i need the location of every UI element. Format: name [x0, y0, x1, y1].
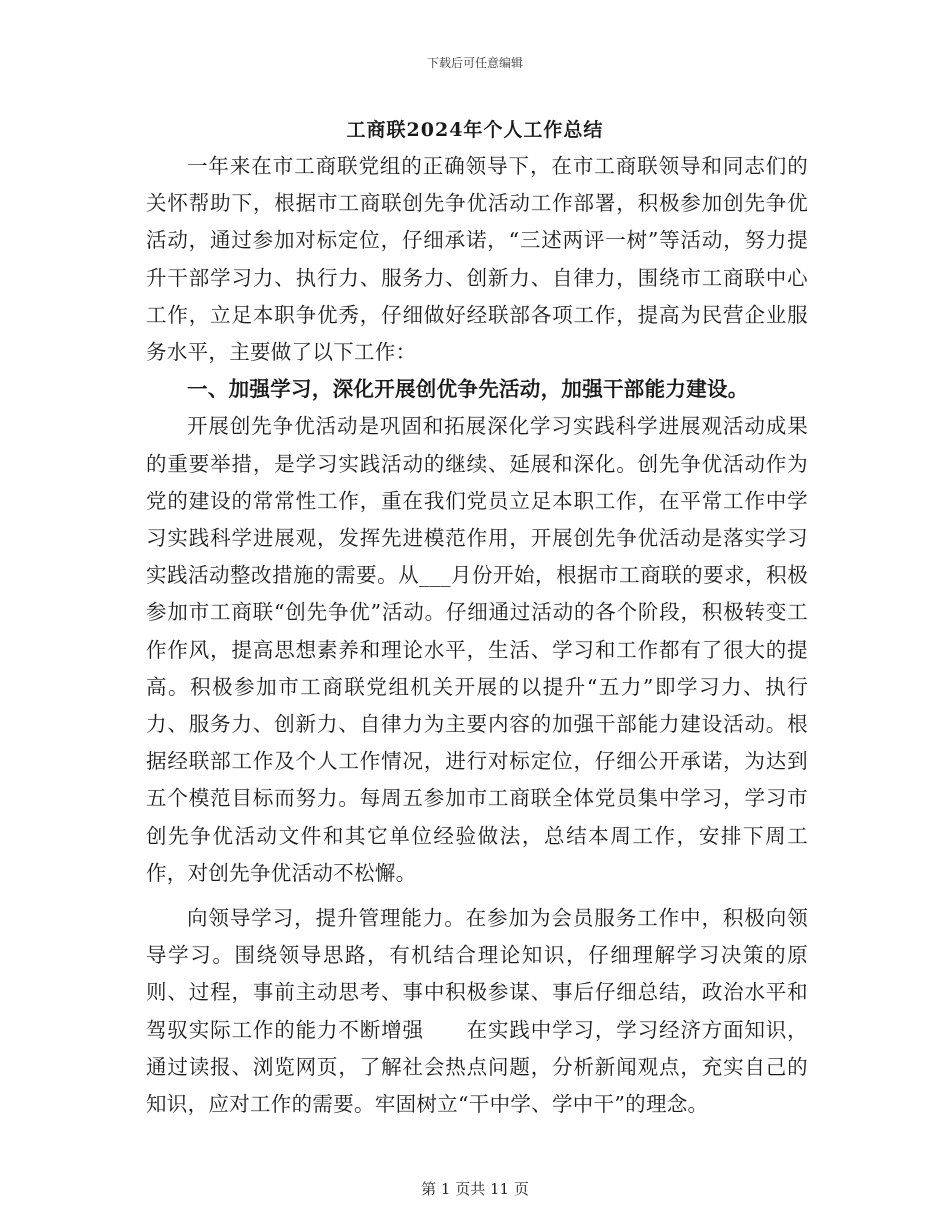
document-body — [146, 148, 808, 1123]
page-header-note: 下载后可任意编辑 — [426, 56, 523, 70]
document-title: 工商联2024年个人工作总结 — [346, 119, 604, 141]
body-paragraph: 向领导学习，提升管理能力。在参加为会员服务工作中，积极向领导学习。围绕领导思路，有机结合理论知识，仔细理解学习决策的原则、过程，事前主动思考、事中积极参谋、事后仔细总结，政治水平和驾驭实际工作的能力不断增强 在实践中学习，学习经济方面知识，通过读报、浏览网页，了解社会热点问题，分析新闻观点，充实自己的知识，应对工作的需要。牢固树立“干中学、学中干”的理念。 — [146, 906, 808, 1117]
intro-paragraph: 一年来在市工商联党组的正确领导下，在市工商联领导和同志们的关怀帮助下，根据市工商联创先争优活动工作部署，积极参加创先争优活动，通过参加对标定位，仔细承诺，“三述两评一树”等活动，努力提升干部学习力、执行力、服务力、创新力、自律力，围绕市工商联中心工作，立足本职争优秀，仔细做好经联部各项工作，提高为民营企业服务水平，主要做了以下工作： — [146, 154, 808, 365]
body-paragraph: 开展创先争优活动是巩固和拓展深化学习实践科学进展观活动成果的重要举措，是学习实践活动的继续、延展和深化。创先争优活动作为党的建设的常常性工作，重在我们党员立足本职工作，在平常工作中学习实践科学进展观，发挥先进模范作用，开展创先争优活动是落实学习实践活动整改措施的需要。从___月份开始，根据市工商联的要求，积极参加市工商联“创先争优”活动。仔细通过活动的各个阶段，积极转变工作作风，提高思想素养和理论水平，生活、学习和工作都有了很大的提高。积极参加市工商联党组机关开展的以提升“五力”即学习力、执行力、服务力、创新力、自律力为主要内容的加强干部能力建设活动。根据经联部工作及个人工作情况，进行对标定位，仔细公开承诺，为达到五个模范目标而努力。每周五参加市工商联全体党员集中学习，学习市创先争优活动文件和其它单位经验做法，总结本周工作，安排下周工作，对创先争优活动不松懈。 — [146, 414, 808, 885]
page-number: 第 1 页共 11 页 — [421, 1180, 529, 1198]
section-heading: 一、加强学习，深化开展创优争先活动，加强干部能力建设。 — [187, 377, 749, 402]
